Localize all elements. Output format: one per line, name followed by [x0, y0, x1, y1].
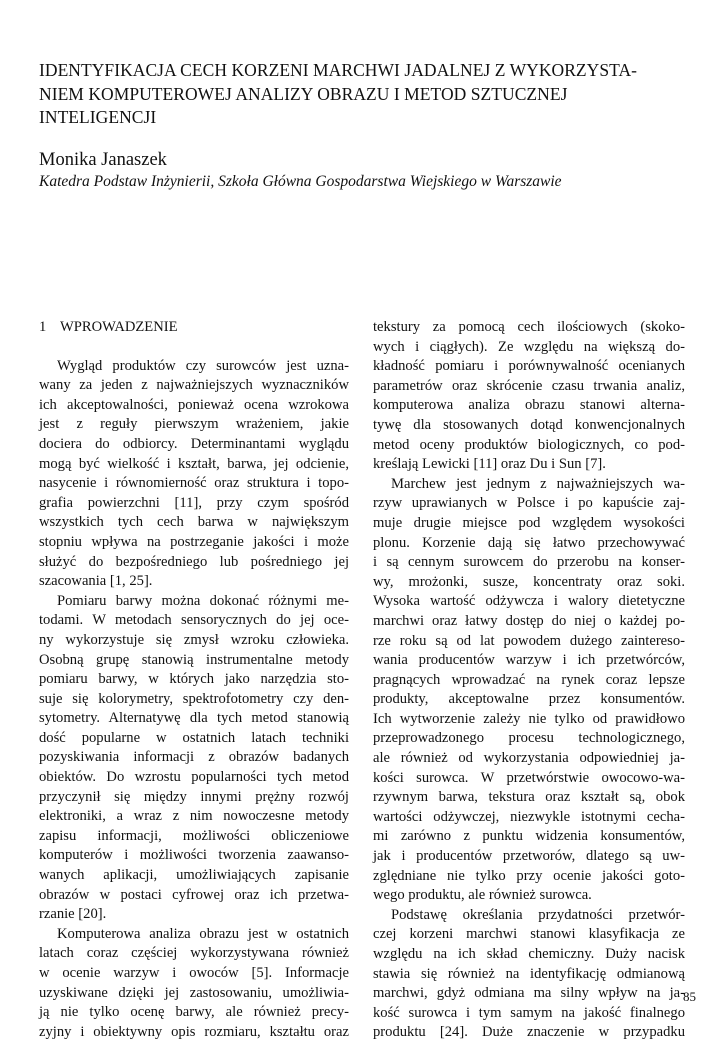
text-line: todami. W metodach sensorycznych do jej oce-: [39, 612, 349, 629]
text-line: wych i ciągłych). Ze względu na większą do-: [373, 338, 685, 355]
text-line: Podstawę określania przydatności przetwór-: [391, 906, 685, 923]
text-line: rzanie [20].: [39, 906, 107, 923]
text-line: pragnących wprowadzać na rynek coraz lepsze: [373, 671, 685, 688]
author-name: Monika Janaszek: [39, 150, 167, 170]
text-line: mi zarówno z punktu widzenia konsumentów,: [373, 828, 685, 845]
text-line: parametrów oraz skrócenie czasu trwania analiz,: [373, 377, 685, 394]
text-line: kość surowca i tym samym na jakość finalnego: [373, 1004, 685, 1021]
text-line: ich akceptowalności, ponieważ ocena wzrokowa: [39, 396, 349, 413]
text-line: ale również od wykorzystania odpowiedniej ja-: [373, 750, 685, 767]
right-column: [373, 318, 685, 1043]
text-line: rzyw uprawianych w Polsce i po kapuście zaj-: [373, 495, 685, 512]
left-column-body: [39, 357, 349, 1043]
text-line: wartości odżywczej, niezwykle istotnymi cecha-: [373, 808, 685, 825]
text-line: służyć do bezpośredniego lub pośredniego jej: [39, 553, 349, 570]
text-line: uzyskiwane dzięki jej zastosowaniu, umożliwia-: [39, 984, 349, 1001]
text-line: grafia powierzchni [11], przy czym spośród: [39, 494, 349, 511]
text-line: stopniu wpływa na postrzeganie jakości i może: [39, 533, 349, 550]
text-line: elektroniki, a wraz z nim nowoczesne metody: [39, 808, 349, 825]
text-line: wszystkich tych cech barwa w największym: [39, 514, 349, 531]
text-line: Ich wytworzenie zależy nie tylko od prawidłowo: [373, 710, 685, 727]
text-line: rze roku są od lat powodem dużego zainteresο-: [373, 632, 685, 649]
text-line: nasycenie i równomierność oraz struktura i topo-: [39, 475, 349, 492]
text-line: przeprowadzonego procesu technologicznego,: [373, 730, 685, 747]
text-line: kreślają Lewicki [11] oraz Du i Sun [7].: [373, 456, 606, 473]
text-line: marchwi oraz łatwy dostęp do niej o każdej po-: [373, 612, 685, 629]
text-line: wania producentów warzyw i ich przetwórców,: [373, 652, 685, 669]
text-line: Wysoka wartość odżywcza i walory dietetyczne: [373, 593, 685, 610]
paragraph: [39, 592, 349, 925]
text-line: ny wykorzystuje się zmysł wzroku człowieka.: [39, 631, 349, 648]
text-line: zyjny i obiektywny opis rozmiaru, kształtu oraz: [39, 1023, 349, 1040]
text-line: rzywnym barwa, tekstura oraz kształt są, obok: [373, 789, 685, 806]
paragraph: [373, 475, 685, 906]
text-line: ją nie tylko ocenę barwy, ale również precy-: [39, 1004, 349, 1021]
left-column: [39, 318, 349, 1042]
section-number: 1: [39, 319, 47, 335]
text-line: kładność pomiaru i porównywalność ocenianych: [373, 358, 685, 375]
right-column-body: [373, 318, 685, 1043]
section-heading: [39, 318, 349, 338]
title-line: NIEM KOMPUTEROWEJ ANALIZY OBRAZU I METOD SZTUCZNEJ: [39, 83, 568, 104]
paper-title: [39, 59, 689, 130]
paragraph: [373, 318, 685, 475]
paragraph: [39, 357, 349, 592]
paragraph: [373, 906, 685, 1043]
text-line: sytometry. Alternatywę dla tych metod stanowią: [39, 710, 349, 727]
text-line: w ocenie warzyw i owoców [5]. Informacje: [39, 965, 349, 981]
text-line: mogą być wielkość i kształt, barwa, jej odcienie,: [39, 455, 349, 472]
text-line: jest z reguły pierwszym wrażeniem, jakie: [39, 416, 349, 433]
text-line: pomiaru barwy, w których jako narzędzia sto-: [39, 671, 349, 688]
author-affiliation: Katedra Podstaw Inżynierii, Szkoła Główna Gospodarstwa Wiejskiego w Warszawie: [39, 173, 562, 190]
text-line: komputerów i możliwości tworzenia zaawanso-: [39, 847, 349, 864]
text-line: względu na ich skład chemiczny. Duży nacisk: [373, 946, 685, 962]
text-line: produktu [24]. Duże znaczenie w przypadku: [373, 1024, 685, 1041]
paragraph: [39, 925, 349, 1043]
text-line: stawia się również na identyfikację odmianową: [373, 965, 685, 982]
text-line: jak i producentów przetworów, dlatego są uw-: [373, 848, 685, 865]
text-line: wany za jeden z najważniejszych wyznaczników: [39, 377, 349, 394]
text-line: wanych aplikacji, umożliwiających zapisanie: [39, 867, 349, 884]
text-line: obiektów. Do wzrostu popularności tych metod: [39, 769, 349, 786]
text-line: pozyskiwania informacji z obrazów badanych: [39, 749, 349, 766]
text-line: kości surowca. W przetwórstwie owocowo-wa-: [373, 769, 685, 786]
text-line: komputerowa analiza obrazu stanowi alterna-: [373, 397, 685, 414]
text-line: marchwi, gdyż odmiana ma silny wpływ na ja-: [373, 985, 685, 1002]
title-line: IDENTYFIKACJA CECH KORZENI MARCHWI JADALNEJ Z WYKORZYSTA-: [39, 60, 638, 80]
text-line: latach coraz częściej wykorzystywana również: [39, 945, 349, 962]
text-line: muje drugie miejsce pod względem wysokości: [373, 514, 685, 531]
text-line: dociera do odbiorcy. Determinantami wyglądu: [39, 435, 349, 452]
section-title: WPROWADZENIE: [60, 319, 178, 335]
text-line: tekstury za pomocą cech ilościowych (skoko-: [373, 319, 685, 335]
text-line: Pomiaru barwy można dokonać różnymi me-: [57, 592, 349, 609]
text-line: czej korzeni marchwi stanowi klasyfikacja ze: [373, 926, 685, 943]
text-line: tywę dla stosowanych dotąd konwencjonalnych: [373, 416, 685, 433]
text-line: produkty, akceptowalne przez konsumentów.: [373, 691, 685, 708]
text-line: dość popularne w ostatnich latach techniki: [39, 729, 349, 746]
text-line: Marchew jest jednym z najważniejszych wa-: [391, 475, 685, 492]
text-line: obrazów w postaci cyfrowej oraz ich przetwa-: [39, 886, 349, 903]
text-line: Komputerowa analiza obrazu jest w ostatnich: [57, 925, 349, 942]
text-line: metod oceny produktów biologicznych, co pod-: [373, 436, 685, 453]
text-line: zapisu informacji, możliwości obliczeniowe: [39, 827, 349, 844]
text-line: Osobną grupę stanowią instrumentalne metody: [39, 651, 349, 668]
text-line: szacowania [1, 25].: [39, 573, 153, 590]
text-line: wy, mrożonki, susze, koncentraty oraz soki.: [373, 573, 685, 590]
text-line: przyczynił się między innymi prężny rozwój: [39, 788, 349, 805]
text-line: wego produktu, ale również surowca.: [373, 887, 592, 904]
title-line: INTELIGENCJI: [39, 107, 157, 127]
text-line: i są cennym surowcem do przerobu na konser-: [373, 554, 685, 571]
text-line: plonu. Korzenie dają się łatwo przechowywać: [373, 534, 685, 551]
page-number: 85: [683, 989, 696, 1004]
text-line: suje się kolorymetry, spektrofotometry czy den-: [39, 690, 349, 707]
text-line: zględniane nie tylko przy ocenie jakości goto-: [373, 867, 685, 884]
text-line: Wygląd produktów czy surowców jest uzna-: [57, 357, 349, 374]
